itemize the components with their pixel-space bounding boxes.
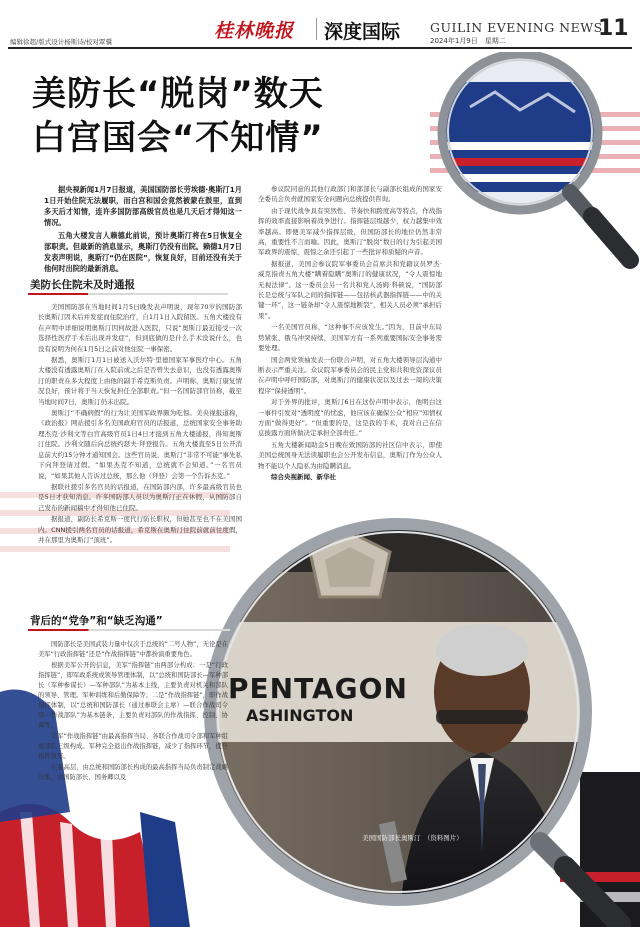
photo-backdrop-text-washington: ASHINGTON bbox=[246, 706, 354, 725]
section-2-heading: 背后的“党争”和“缺乏沟通” bbox=[28, 612, 230, 630]
article-source: 综合央视新闻、新华社 bbox=[271, 472, 336, 481]
headline-line-2: 白宫国会“不知情” bbox=[32, 118, 324, 158]
masthead-separator bbox=[316, 18, 317, 40]
body-paragraph: 根据美军公开的信息，美军“指挥链”由两部分构成：一是“行政指挥链”，即军政系统或领导管理体制，以“总统和国防部长—军种部长（军种参谋长）—军种部队”为基本主线，主要负责对机关和部队的领导、管理。军种训练和后勤保障等；二是“作战指挥链”，即作战指挥体制，以“总统和国防部长（通过参联会主席）—联合作战司令部—作战部队”为基本链条，主要负责对部队的作战指挥、控制、协调等。 bbox=[38, 662, 228, 729]
body-paragraph: 国会两党领袖发表一份联合声明，对五角大楼领导层沟通中断表示严重关注。众议院军事委员会的民主党和共和党资深议员在声明中呼吁国防部，对奥斯汀的健康状况以及过去一周的决策程序“保持透明”。 bbox=[258, 355, 442, 395]
body-paragraph: 参议院同意的其他行政部门和部部长与副部长组成的国家安全委员会负责就国家安全问题向总统提供咨询。 bbox=[258, 185, 442, 204]
issue-date: 2024年1月9日 星期二 bbox=[430, 37, 506, 45]
body-paragraph: 由于现代战争具有突然性、节奏快和跨度高等特点，作战指挥的效率直接影响着战争进行。指挥链层级越少，权力越集中效率越高。即便美军减少指挥层级，但国防部长的地位仍然非常高，重要性不言而喻。因此，奥斯汀“脱岗”数日的行为引起美国军政界的震惊，震惊之余还引起了一些批评和质疑的声音。 bbox=[258, 206, 442, 257]
section-1-body bbox=[38, 302, 242, 546]
body-paragraph: 五角大楼新闻助金5日晚在致国防部的社区信中表示，即使美国总统国身无法读履职也会公开发布信息，奥斯汀作为公众人物不能以个人隐私为由隐瞒消息。 bbox=[258, 440, 442, 470]
section-title: 深度国际 bbox=[324, 21, 401, 43]
photo-backdrop-text-pentagon: PENTAGON bbox=[228, 672, 408, 705]
lead-paragraph: 五角大楼发言人赖德此前说，预计奥斯汀将在5日恢复全部职责。但最新的消息显示，奥斯汀仍没有出院。赖德1月7日发表声明说，奥斯汀“仍在医院”，恢复良好，目前还没有关于他何时出院的最新消息。 bbox=[44, 231, 242, 273]
page-number: 11 bbox=[598, 16, 629, 41]
photo-caption: 美国国防部长奥斯汀 （资料图片） bbox=[362, 834, 463, 842]
body-paragraph: 在最高层，由总统和国防部长构成的最高指挥当局负责制定战略决策。由国防部长、国务卿以及 bbox=[38, 764, 228, 781]
body-paragraph: 据联社援引多名官员的话报道，在国防部内部，许多最高级官员也是5日才获知消息。许多国防部人员以为奥斯汀正在休假，从国防部自己发布的新闻稿中才得知他已住院。 bbox=[38, 482, 242, 512]
body-paragraph: 据报道，美国会参议院军事委员会首席共和党籍议员罗杰·威克指责五角大楼“瞒着隐瞒”奥斯汀的健康状况，“令人震惊地无视法律”。这一委员会另一名共和党人汤姆·科顿说，“国防部长是总统与军队之间的指挥链——包括核武器指挥链——中的关键一环”，这一链条却“令人震惊地断裂”，相关人员必须“承担后果”。 bbox=[258, 259, 442, 320]
body-paragraph: 国防部长是美国武装力量中仅次于总统的“二号人物”，无论是在美军“行政指挥链”还是“作战指挥链”中都扮演重要角色。 bbox=[38, 641, 228, 658]
editor-credits: 编辑徐超/版式设计杨斯诗/校对覃骥 bbox=[10, 38, 112, 46]
masthead-rule bbox=[8, 47, 632, 49]
section-1-heading: 美防长住院未及时通报 bbox=[28, 276, 228, 294]
body-paragraph: 对于外界的批评，奥斯汀6日在这份声明中表示，他明白这一事件引发对“透明度”的忧虑，他应该在确保公众“相应”知情权方面“做得更好”。“但重要的是，这是我的手术，我对自己在信息披露方面所做决定承担全部责任。” bbox=[258, 398, 442, 438]
body-paragraph: 据报道，副防长希克斯一度代行防长职权，但她甚至也不在美国国内。CNN援引两名官员的话报道，希克斯在奥斯汀住院前就前往度假，并在那里为奥斯汀“顶班”。 bbox=[38, 515, 242, 544]
lead-paragraphs bbox=[44, 184, 242, 276]
headline bbox=[32, 72, 324, 160]
lead-paragraph: 据央视新闻1月7日报道，美国国防部长劳埃德·奥斯汀1月1日开始住院无法履职，而白宫和国会竟然被蒙在鼓里，直到多天后才知情，连许多国防部高级官员也是几天后才得知这一情况。 bbox=[44, 185, 242, 227]
right-column-body bbox=[258, 184, 442, 483]
body-paragraph: 美军“作战指挥链”由最高指挥当局、各联合作战司令部和军种组成部队三级构成。军种完全退出作战指挥链，减少了指挥环节，提升指挥效率。 bbox=[38, 733, 228, 760]
body-paragraph: 奥斯汀“不确病假”的行为让美国军政界颇为吃惊。美央视报道称，《政治报》网站援引多名美国政府官员的话报道，总统国家安全事务助理杰克·沙利文等白宫高级官员1日4日才接到五角大楼通报，得知奥斯汀住院。沙利文随后向总统约瑟夫·拜登报告。五角大楼直至5日公开消息前大约15分钟才通知国会。这些官员说，奥斯汀“非常不可能”事先私下向拜登请过假。“如果杰克不知道，总统就不会知道。”一名官员说，“如果其他人告诉过总统，那么他（拜登）会第一个告诉杰克。” bbox=[38, 409, 242, 480]
body-paragraph: 一名美国官员称，“这种事不应该发生。”因为，目前中东局势紧张、俄乌冲突持续，美国军方有一系列重要国际安全事务需要处理。 bbox=[258, 323, 442, 353]
section-2-body bbox=[38, 640, 228, 784]
body-paragraph: 美国国防部在当地时间1月5日晚发表声明说，现年70岁的国防部长奥斯汀因术后并发症而住院治疗，自1月1日入院留医。五角大楼没有在声明中详细说明奥斯汀因何故进入医院，只说“奥斯汀最近接受一次选择性医疗手术后出现并发症”，但到底做的是什么手术没说什么，也没有说明为何在1月5日之前对他住院一事保密。 bbox=[38, 303, 242, 353]
newspaper-logo: 桂林晚报 bbox=[214, 20, 295, 42]
body-paragraph: 据悉，奥斯汀1月1日被送入沃尔特·里德国家军事医疗中心。五角大楼没有透露奥斯汀在入院前或之后是否曾失去意识，也没有透露奥斯汀的职责在多大程度上由他的副手希克斯负责。声明称，奥斯汀康复情况良好，预计将于当天恢复担任全部职责。”但一名国防部官员称，截至当地时间7日，奥斯汀仍未出院。 bbox=[38, 356, 242, 406]
masthead bbox=[0, 0, 640, 52]
headline-line-1: 美防长“脱岗”数天 bbox=[32, 74, 324, 114]
english-title: GUILIN EVENING NEWS bbox=[430, 20, 603, 35]
